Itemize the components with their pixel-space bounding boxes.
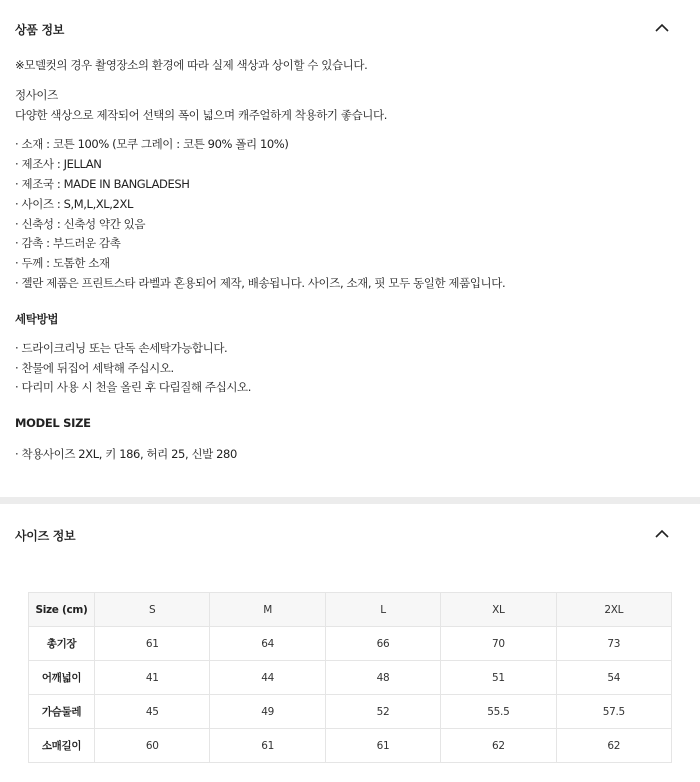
measurement-value: 49 [210,695,325,729]
size-column-header: M [210,593,325,627]
measurement-value: 44 [210,661,325,695]
measurement-value: 66 [325,627,440,661]
spec-item: · 제조사 : JELLAN [15,157,102,172]
spec-item: · 소재 : 코튼 100% (모쿠 그레이 : 코튼 90% 폴리 10%) [15,137,289,152]
measurement-value: 73 [556,627,671,661]
model-cut-notice: ※모델컷의 경우 촬영장소의 환경에 따라 실제 색상과 상이할 수 있습니다. [15,58,368,72]
size-table [28,592,672,763]
measurement-value: 62 [556,729,671,763]
measurement-value: 52 [325,695,440,729]
chevron-up-icon[interactable] [654,526,670,542]
spec-item: · 제조국 : MADE IN BANGLADESH [15,176,190,191]
measurement-label: 총기장 [29,627,95,661]
measurement-value: 61 [95,627,210,661]
measurement-value: 70 [441,627,556,661]
measurement-value: 51 [441,661,556,695]
spec-list [15,135,685,293]
measurement-value: 41 [95,661,210,695]
wash-title: 세탁방법 [15,311,59,326]
size-column-header: XL [441,593,556,627]
measurement-label: 가슴둘레 [29,695,95,729]
measurement-label: 소매길이 [29,729,95,763]
table-row [29,729,672,763]
measurement-value: 62 [441,729,556,763]
measurement-value: 54 [556,661,671,695]
spec-item: · 사이즈 : S,M,L,XL,2XL [15,196,133,211]
table-row [29,695,672,729]
size-column-header: S [95,593,210,627]
table-row [29,627,672,661]
size-unit-header: Size (cm) [29,593,95,627]
fit-description: 다양한 색상으로 제작되어 선택의 폭이 넓으며 캐주얼하게 착용하기 좋습니다. [15,107,387,122]
spec-item: · 신축성 : 신축성 약간 있음 [15,216,146,231]
spec-item: · 감촉 : 부드러운 감촉 [15,236,121,251]
measurement-value: 61 [210,729,325,763]
measurement-value: 45 [95,695,210,729]
size-info-section [0,504,700,782]
model-size-info: · 착용사이즈 2XL, 키 186, 허리 25, 신발 280 [15,447,237,462]
spec-item: · 두께 : 도톰한 소재 [15,256,110,271]
fit-title: 정사이즈 [15,87,58,102]
wash-list [15,339,685,398]
size-info-title: 사이즈 정보 [15,529,76,543]
wash-item: · 다리미 사용 시 천을 올린 후 다림질해 주십시오. [15,380,252,395]
wash-item: · 드라이크리닝 또는 단독 손세탁가능합니다. [15,340,228,355]
chevron-up-icon[interactable] [654,20,670,36]
size-table-header [29,593,672,627]
size-column-header: 2XL [556,593,671,627]
wash-item: · 찬물에 뒤집어 세탁해 주십시오. [15,360,174,375]
measurement-value: 48 [325,661,440,695]
spec-item: · 젤란 제품은 프린트스타 라벨과 혼용되어 제작, 배송됩니다. 사이즈, 소재, 핏 모두 동일한 제품입니다. [15,275,506,290]
product-info-title: 상품 정보 [15,23,65,37]
product-info-body [15,56,685,465]
measurement-label: 어깨넓이 [29,661,95,695]
measurement-value: 57.5 [556,695,671,729]
size-column-header: L [325,593,440,627]
measurement-value: 64 [210,627,325,661]
measurement-value: 61 [325,729,440,763]
measurement-value: 55.5 [441,695,556,729]
model-size-title: MODEL SIZE [15,416,91,431]
measurement-value: 60 [95,729,210,763]
section-divider [0,497,700,504]
table-row [29,661,672,695]
